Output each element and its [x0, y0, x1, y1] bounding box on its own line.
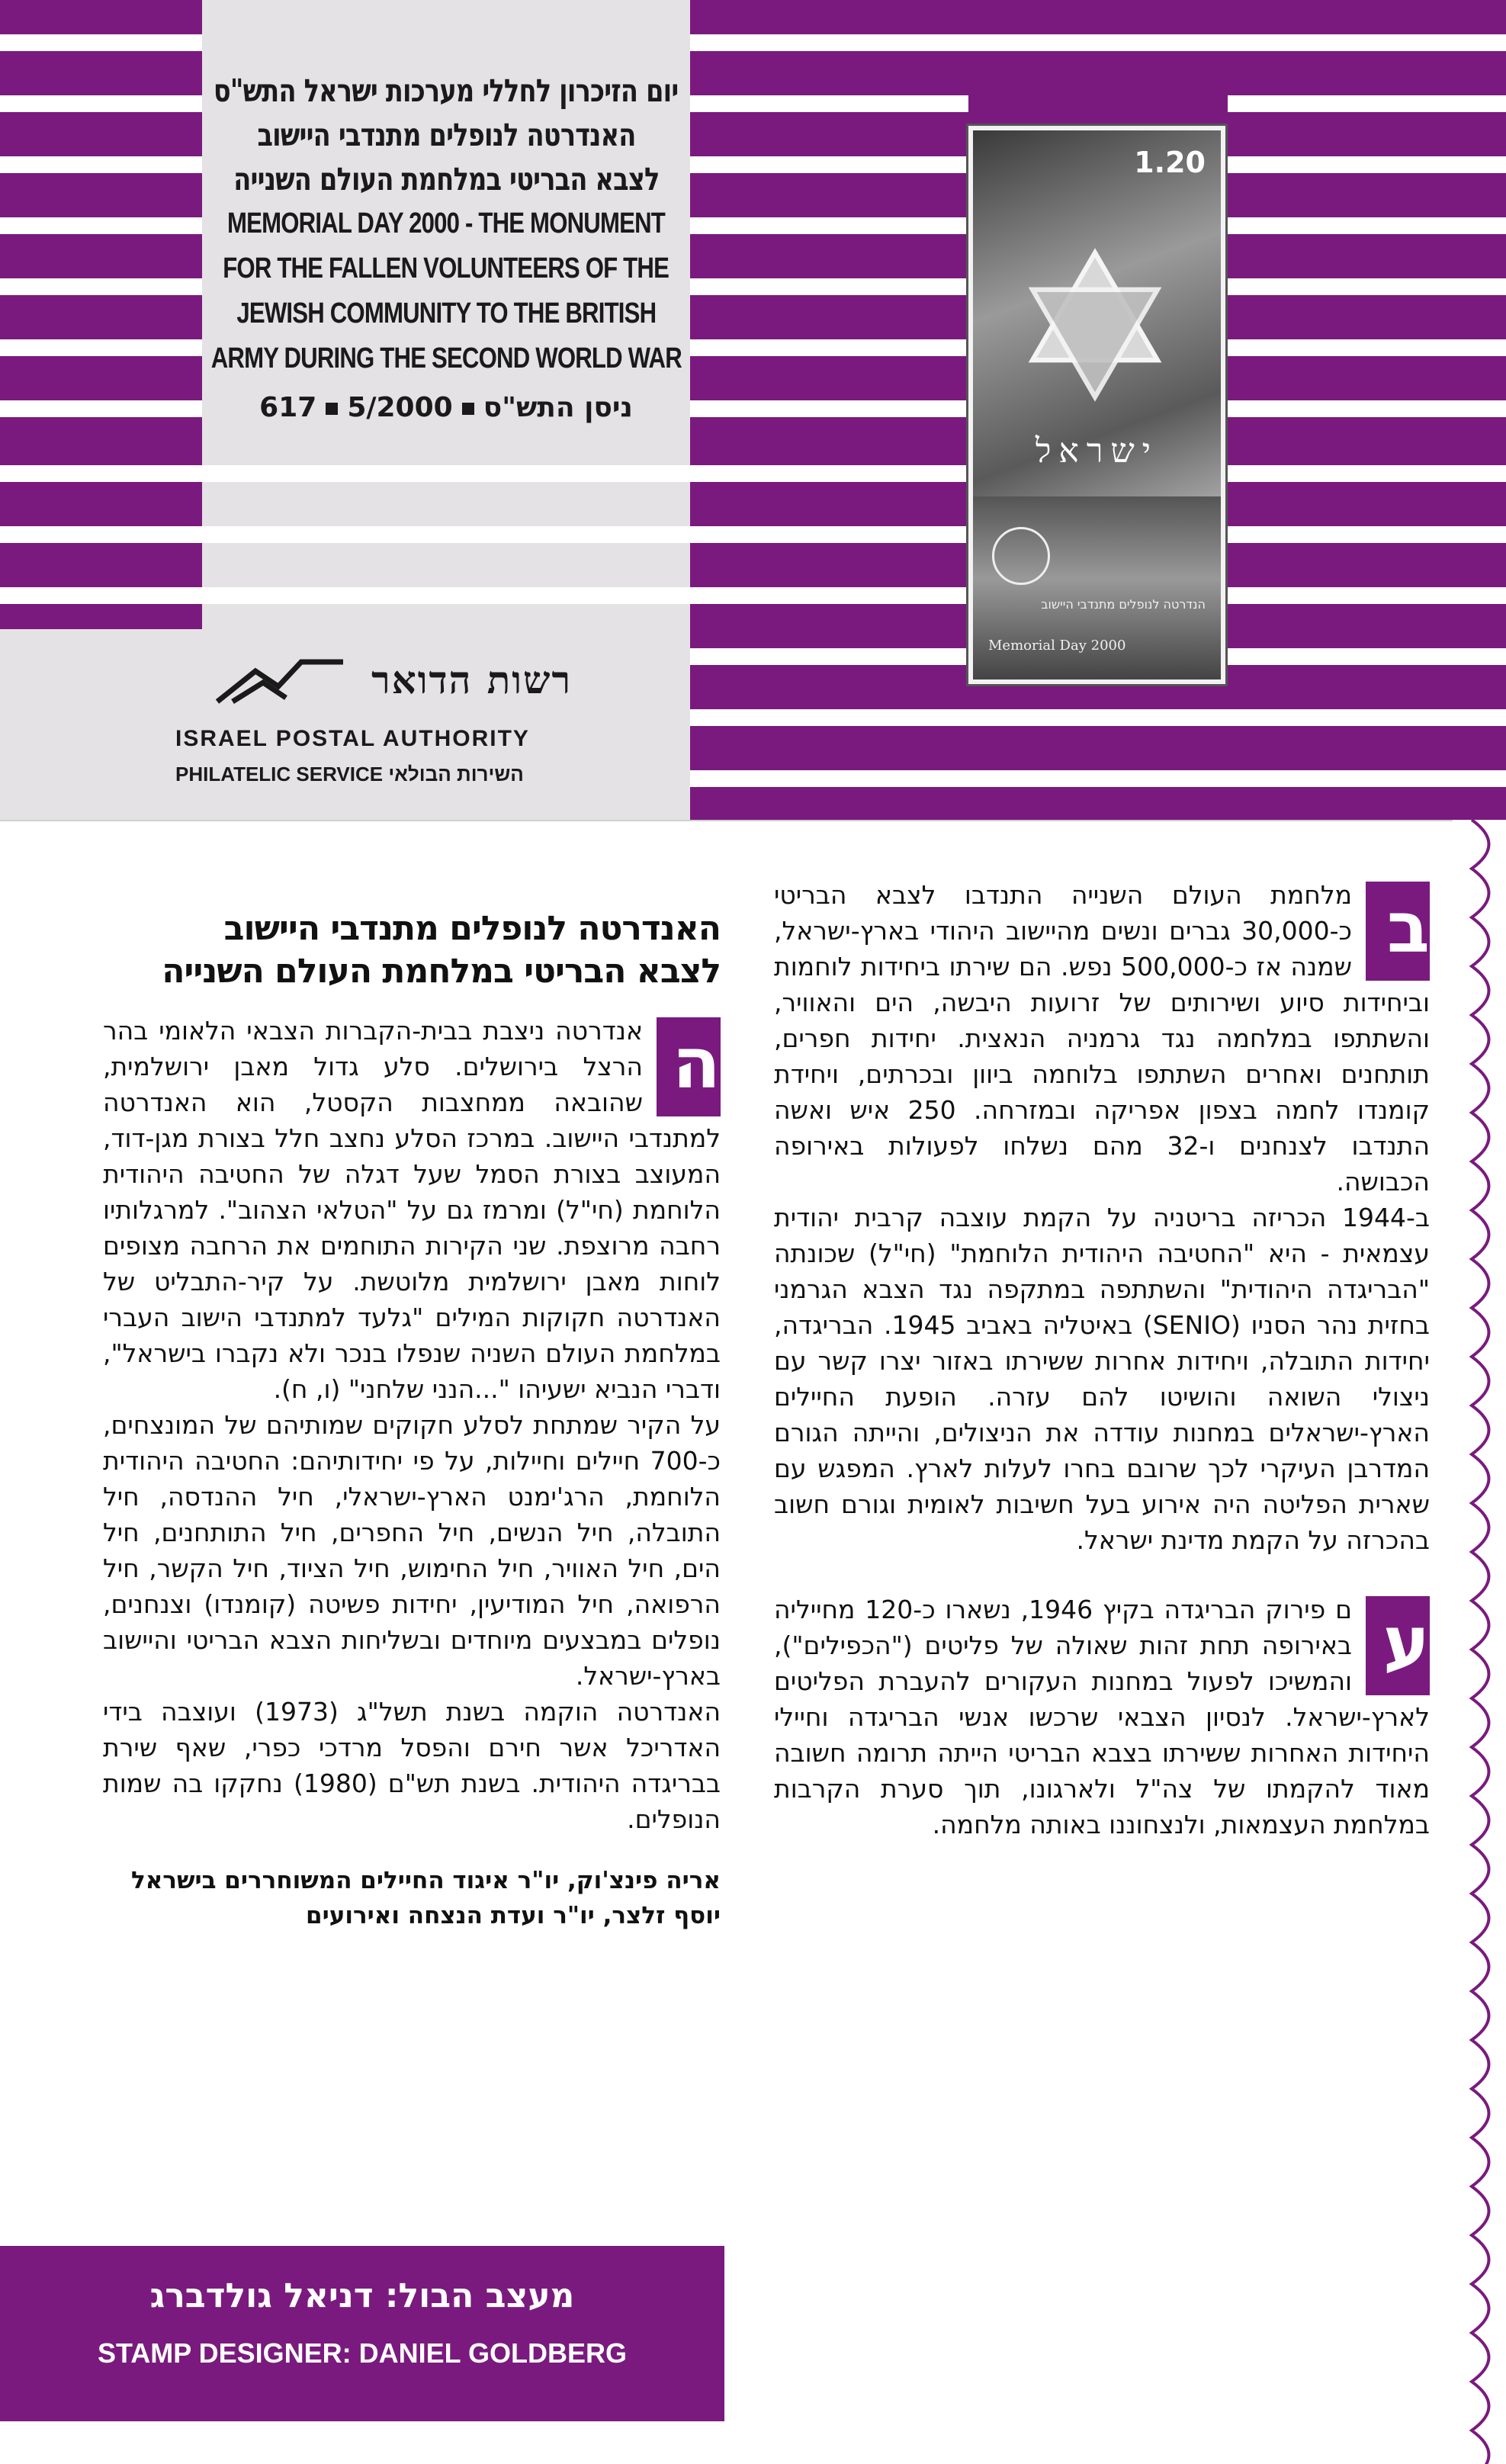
logo-hebrew-name: רשות הדואר	[371, 657, 572, 702]
issue-line	[259, 381, 633, 435]
title-english-line-1: MEMORIAL DAY 2000 - THE MONUMENT	[227, 207, 665, 239]
article-paragraph-1: ה אנדרטה ניצבת בבית-הקברות הצבאי הלאומי בהר הרצל בירושלים. סלע גדול מאבן ירושלמית, שהובאה ממחצבות הקסטל, הוא האנדרטה למתנדבי היישוב. במרכז הסלע נחצב חלל בצורת מגן-דוד, המעוצב בצורת הסמל שעל דגלה של החטיבה היהודית הלוחמת (חי"ל) ומרמז גם על "הטלאי הצהוב". למרגלותיו רחבה מרוצפת. שני הקירות התוחמים את הרחבה מצופים לוחות מאבן ירושלמית מלוטשת. על קיר-התבליט של האנדרטה חקוקות המילים "גלעד למתנדבי הישוב העברי במלחמת העולם השניה שנפלו בנכר ולא נקברו בישראל", ודברי הנביא ישעיהו "...הנני שלחני" (ו, ח).	[103, 1016, 721, 1404]
stamp-tab	[973, 496, 1221, 679]
designer-english: STAMP DESIGNER: DANIEL GOLDBERG	[97, 2337, 628, 2369]
signature-line-2: יוסף זלצר, יו"ר ועדת הנצחה ואירועים	[305, 1902, 721, 1929]
article-paragraph-3: האנדרטה הוקמה בשנת תשל"ג (1973) ועוצבה בידי האדריכל אשר חירם והפסל מרדכי כפרי, שאף שירת בבריגדה היהודית. בשנת תש"ם (1980) נחקקו בה שמות הנופלים.	[103, 1697, 721, 1834]
cover-title	[202, 69, 690, 458]
scalloped-edge	[1453, 820, 1506, 2464]
title-hebrew-line-2: האנדרטה לנופלים מתנדבי היישוב	[256, 117, 636, 153]
stamp-tab-text: הנדרטה לנופלים מתנדבי היישוב	[1041, 597, 1206, 612]
dropcap-he: ה	[657, 1017, 721, 1116]
designer-hebrew: מעצב הבול: דניאל גולדברג	[149, 2276, 575, 2315]
issue-number: 617	[259, 392, 317, 423]
issue-date: 5/2000	[347, 392, 453, 423]
dropcap-ayin: ע	[1366, 1596, 1430, 1695]
monument-article	[103, 908, 721, 1933]
title-english-line-3: JEWISH COMMUNITY TO THE BRITISH	[236, 297, 656, 329]
postal-authority-logo	[175, 656, 602, 808]
history-article	[774, 877, 1430, 1842]
fold-line	[0, 820, 1453, 821]
dropcap-bet: ב	[1366, 882, 1430, 981]
stamp-tab-english: Memorial Day 2000	[988, 638, 1126, 654]
logo-english-name: ISRAEL POSTAL AUTHORITY	[175, 726, 530, 751]
issue-hebrew-date: ניסן התש"ס	[483, 392, 633, 423]
article-paragraph-2: על הקיר שמתחת לסלע חקוקים שמותיהם של המונצחים, כ-700 חיילים וחיילות, על פי יחידותיהם: החטיבה היהודית הלוחמת, הרג'ימנט הארץ-ישראלי, חיל ההנדסה, חיל התובלה, חיל הנשים, חיל החפרים, חיל התותחנים, חיל הים, חיל האוויר, חיל החימוש, חיל הציוד, חיל הקשר, חיל הרפואה, חיל המודיעין, יחידות פשיטה (קומנדו) וצנחנים, נופלים במבצעים מיוחדים ובשליחות הצבא הבריטי והיישוב בארץ-ישראל.	[103, 1410, 721, 1691]
cover-panel	[0, 0, 1506, 820]
square-separator-icon	[326, 403, 338, 415]
postal-bird-logo-icon	[210, 656, 347, 709]
star-of-david-icon	[1015, 245, 1175, 405]
article-heading-line-2: לצבא הבריטי במלחמת העולם השנייה	[162, 952, 721, 991]
designer-credit	[0, 2246, 724, 2421]
stamp-value: 1.20	[1134, 146, 1206, 179]
stamp-country: ישראל	[1035, 432, 1159, 471]
stamp-image	[968, 126, 1225, 684]
article-heading-line-1: האנדרטה לנופלים מתנדבי היישוב	[223, 909, 721, 948]
idf-emblem-icon	[992, 527, 1050, 585]
title-english-line-4: ARMY DURING THE SECOND WORLD WAR	[210, 342, 682, 374]
title-hebrew-line-1: יום הזיכרון לחללי מערכות ישראל התש"ס	[214, 72, 679, 109]
signature-line-1: אריה פינצ'וק, יו"ר איגוד החיילים המשוחררים בישראל	[130, 1867, 721, 1894]
logo-service-line: PHILATELIC SERVICE השירות הבולאי	[175, 763, 524, 785]
history-paragraph-2: ב-1944 הכריזה בריטניה על הקמת עוצבה קרבית יהודית עצמאית - היא "החטיבה היהודית הלוחמת" (חי"ל) שכונתה "הבריגדה היהודית" והשתתפה במתקפה נגד הצבא הגרמני בחזית נהר הסניו (SENIO) באיטליה באביב 1945. הבריגדה, יחידות התובלה, ויחידות אחרות ששירתו באזור יצרו קשר עם ניצולי השואה והושיטו להם עזרה. הופעת החיילים הארץ-ישראלים במחנות עודדה את הניצולים, והייתה הגורם המדרבן העיקרי לכך שרובם בחרו לעלות לארץ. המפגש עם שארית הפליטה היה אירוע בעל חשיבות לאומית וגורם חשוב בהכרזה על הקמת מדינת ישראל.	[774, 1203, 1430, 1555]
history-paragraph-3: ע ם פירוק הבריגדה בקיץ 1946, נשארו כ-120 מחייליה באירופה תחת זהות שאולה של פליטים ("הכפילים"), והמשיכו לפעול במחנות העקורים להעברת הפליטים לארץ-ישראל. לנסיון הצבאי שרכשו אנשי הבריגדה וחיילי היחידות האחרות ששירתו בצבא הבריטי הייתה תרומה חשובה מאוד להקמתו של צה"ל ולארגונו, תוך סערת הקרבות במלחמת העצמאות, ולנצחוננו באותה מלחמה.	[774, 1595, 1430, 1839]
title-english-line-2: FOR THE FALLEN VOLUNTEERS OF THE	[223, 252, 670, 284]
title-hebrew-line-3: לצבא הבריטי במלחמת העולם השנייה	[233, 161, 660, 198]
square-separator-icon	[462, 403, 474, 415]
history-paragraph-1: ב מלחמת העולם השנייה התנדבו לצבא הבריטי כ-30,000 גברים ונשים מהיישוב היהודי בארץ-ישראל, שמנה אז כ-500,000 נפש. הם שירתו ביחידות לוחמות וביחידות סיוע ושירותים של זרועות היבשה, הים והאוויר, והשתתפו במלחמה נגד גרמניה הנאצית. יחידות חפרים, תותחנים ואחרים השתתפו בלוחמה ביוון ובכרתים, ויחידת קומנדו לחמה בצפון אפריקה ובמזרחה. 250 איש ואשה התנדבו לצנחנים ו-32 מהם נשלחו לפעולות באירופה הכבושה.	[774, 880, 1431, 1197]
